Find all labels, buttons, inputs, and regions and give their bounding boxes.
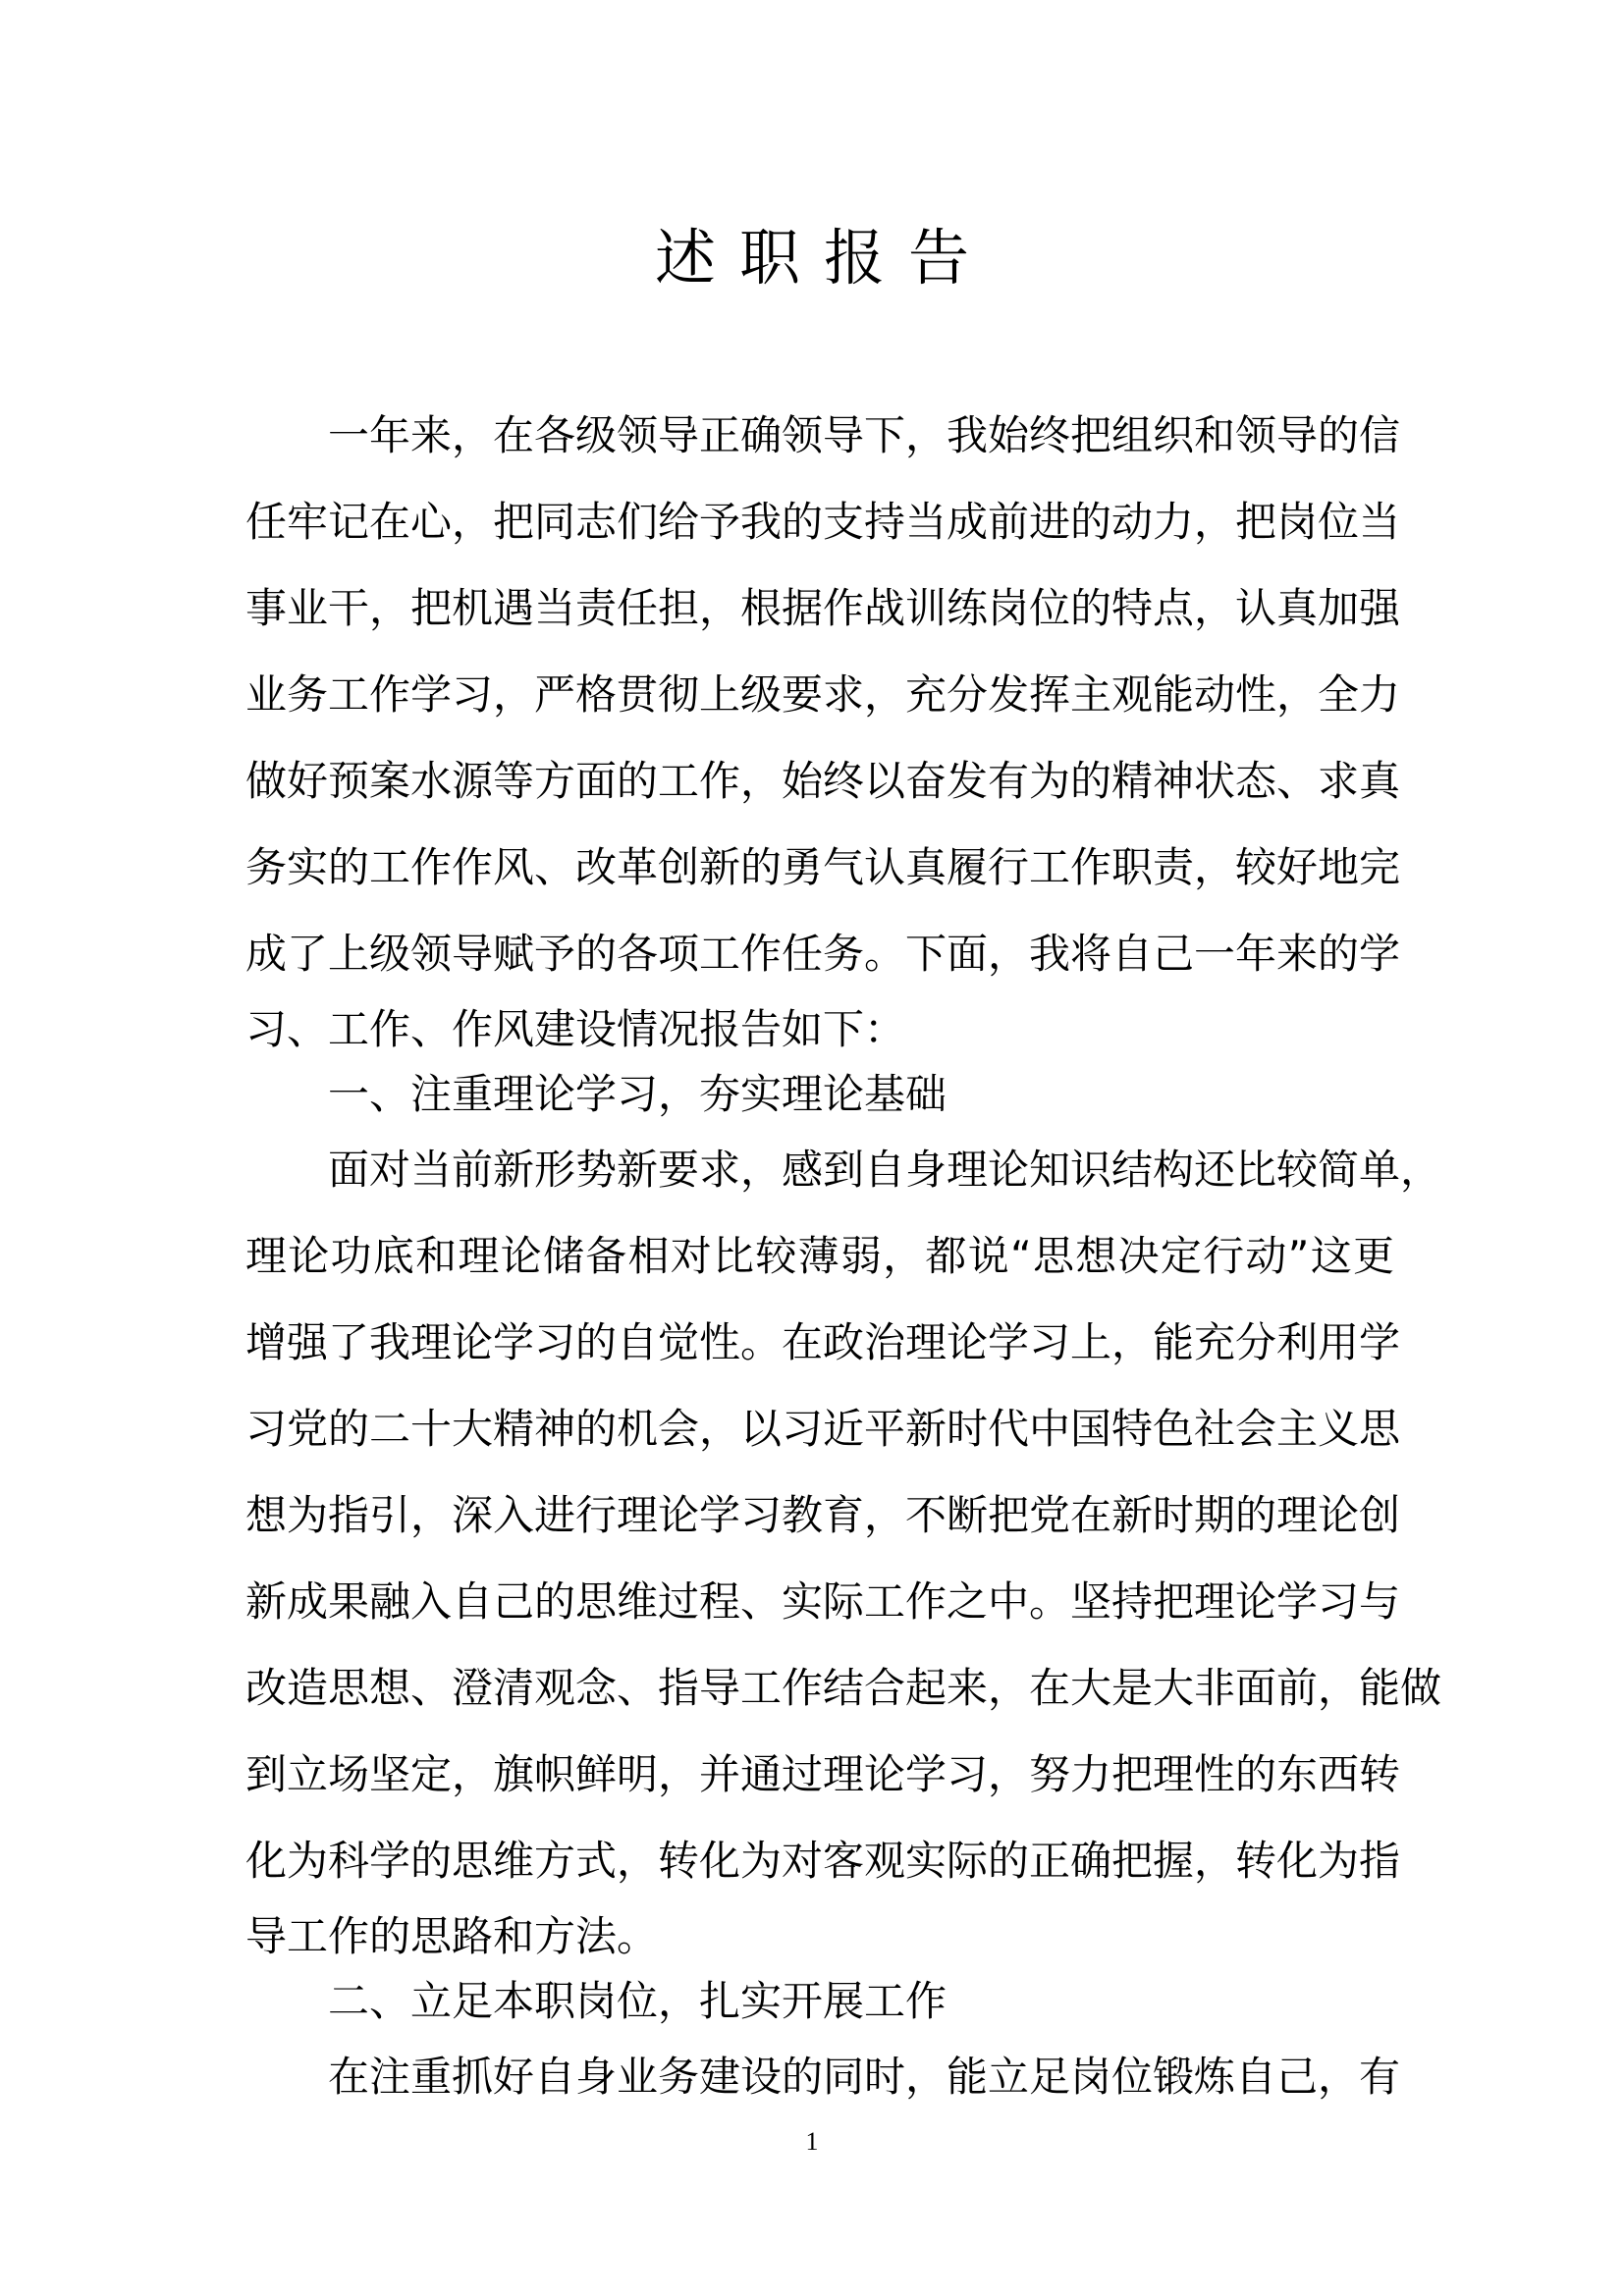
paragraph-line: 一年来，在各级领导正确领导下，我始终把组织和领导的信 <box>328 411 1401 459</box>
paragraph-line: 增强了我理论学习的自觉性。在政治理论学习上，能充分利用学 <box>245 1318 1401 1366</box>
paragraph-line: 到立场坚定，旗帜鲜明，并通过理论学习，努力把理性的东西转 <box>245 1750 1401 1798</box>
paragraph-line: 任牢记在心，把同志们给予我的支持当成前进的动力，把岗位当 <box>245 498 1401 546</box>
paragraph-line: 事业干，把机遇当责任担，根据作战训练岗位的特点，认真加强 <box>245 584 1401 632</box>
paragraph-line: 在注重抓好自身业务建设的同时，能立足岗位锻炼自己，有 <box>328 2053 1401 2101</box>
paragraph-line: 改造思想、澄清观念、指导工作结合起来，在大是大非面前，能做 <box>245 1664 1442 1712</box>
paragraph-line: 业务工作学习，严格贯彻上级要求，充分发挥主观能动性，全力 <box>245 670 1401 719</box>
paragraph-line: 习、工作、作风建设情况报告如下： <box>245 1005 906 1053</box>
page-number: 1 <box>805 2127 819 2156</box>
paragraph-line: 面对当前新形势新要求，感到自身理论知识结构还比较简单， <box>328 1146 1442 1194</box>
document-title: 述职报告 <box>654 222 993 294</box>
paragraph-line: 想为指引，深入进行理论学习教育，不断把党在新时期的理论创 <box>245 1491 1401 1539</box>
paragraph-line: 习党的二十大精神的机会，以习近平新时代中国特色社会主义思 <box>245 1405 1401 1453</box>
paragraph-line: 新成果融入自己的思维过程、实际工作之中。坚持把理论学习与 <box>245 1577 1401 1626</box>
paragraph-line: 理论功底和理论储备相对比较薄弱，都说“思想决定行动”这更 <box>245 1232 1394 1280</box>
document-body <box>245 393 1442 2120</box>
paragraph-line: 成了上级领导赋予的各项工作任务。下面，我将自己一年来的学 <box>245 930 1401 978</box>
paragraph-line: 做好预案水源等方面的工作，始终以奋发有为的精神状态、求真 <box>245 757 1401 805</box>
paragraph-line: 化为科学的思维方式，转化为对客观实际的正确把握，转化为指 <box>245 1837 1401 1885</box>
section-heading: 二、立足本职岗位，扎实开展工作 <box>328 1977 947 2025</box>
paragraph-line: 导工作的思路和方法。 <box>245 1912 659 1960</box>
section-heading: 一、注重理论学习，夯实理论基础 <box>328 1070 947 1118</box>
paragraph-line: 务实的工作作风、改革创新的勇气认真履行工作职责，较好地完 <box>245 843 1401 891</box>
